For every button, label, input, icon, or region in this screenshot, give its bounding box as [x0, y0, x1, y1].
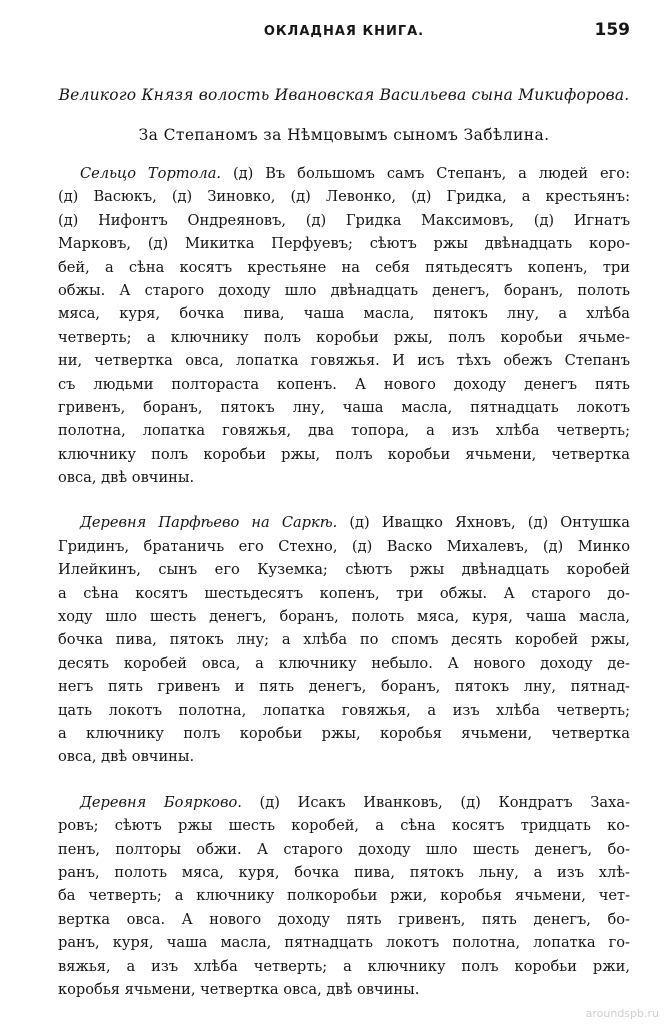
- text-line: бочка пива, пятокъ лну; а хлѣба по спомъ десять коробей ржы,: [58, 631, 630, 649]
- entry-paragraph: [58, 791, 630, 1002]
- text-line: Марковъ, (д) Микитка Перфуевъ; сѣютъ ржы двѣнадцать коро-: [58, 235, 630, 253]
- running-header: [58, 20, 630, 46]
- text-line: овса, двѣ овчины.: [58, 748, 195, 766]
- entry-first-line: [58, 511, 630, 534]
- place-name: Деревня Парфѣево на Саркѣ.: [80, 514, 338, 532]
- text-line: съ людьми полтораста копенъ. А нового доходу денегъ пять: [58, 375, 630, 393]
- text-line: а сѣна косятъ шестьдесятъ копенъ, три обжы. А старого до-: [58, 584, 630, 602]
- text-line: негъ пять гривенъ и пять денегъ, боранъ, пятокъ лну, пятнад-: [58, 678, 630, 696]
- text-line: полотна, лопатка говяжья, два топора, а изъ хлѣба четверть;: [58, 422, 630, 440]
- text-line: вяжья, а изъ хлѣба четверть; а ключнику полъ коробьи ржи,: [58, 957, 630, 975]
- text-line: ранъ, полоть мяса, куря, бочка пива, пятокъ льну, а изъ хлѣ-: [58, 863, 630, 881]
- entry-paragraph: [58, 511, 630, 768]
- text-line: цать локотъ полотна, лопатка говяжья, а изъ хлѣба четверть;: [58, 701, 630, 719]
- text-line: четверть; а ключнику полъ коробьи ржы, полъ коробьи ячьме-: [58, 328, 630, 346]
- text-line: ровъ; сѣютъ ржы шесть коробей, а сѣна косятъ тридцать ко-: [58, 817, 630, 835]
- text-line: (д) Васюкъ, (д) Зиновко, (д) Левонко, (д) Гридка, а крестьянъ:: [58, 188, 630, 206]
- text-line: десять коробей овса, а ключнику небыло. А нового доходу де-: [58, 654, 630, 672]
- text-line: коробья ячьмени, четвертка овса, двѣ овчины.: [58, 980, 420, 998]
- text-line: а ключнику полъ коробьи ржы, коробья ячьмени, четвертка: [58, 724, 630, 742]
- volost-title: Великого Князя волость Ивановская Васильева сына Микифорова.: [58, 86, 630, 104]
- place-name: Сельцо Тортола.: [80, 165, 222, 182]
- entry-first-line: [58, 791, 630, 814]
- text-line: обжы. А старого доходу шло двѣнадцать денегъ, боранъ, полоть: [58, 281, 630, 299]
- entry-first-line: [58, 162, 630, 185]
- text-line: бей, а сѣна косятъ крестьяне на себя пятьдесятъ копенъ, три: [58, 258, 630, 276]
- text-line: (д) Нифонтъ Ондреяновъ, (д) Гридка Максимовъ, (д) Игнатъ: [58, 211, 630, 229]
- text-line: Гридинъ, братаничь его Стехно, (д) Васко Михалевъ, (д) Минко: [58, 537, 630, 555]
- watermark: aroundspb.ru: [585, 1007, 659, 1020]
- text-line: гривенъ, боранъ, пятокъ лну, чаша масла, пятнадцать локотъ: [58, 398, 630, 416]
- text-line: пенъ, полторы обжи. А старого доходу шло шесть денегъ, бо-: [58, 840, 630, 858]
- book-page: [58, 20, 630, 1001]
- entry-first-line-text: (д) Иващко Яхновъ, (д) Онтушка: [337, 514, 630, 532]
- text-line: ключнику полъ коробьи ржы, полъ коробьи ячьмени, четвертка: [58, 445, 630, 463]
- place-name: Деревня Боярково.: [80, 793, 242, 811]
- text-line: Илейкинъ, сынъ его Куземка; сѣютъ ржы двѣнадцать коробей: [58, 561, 630, 579]
- section-title: За Степаномъ за Нѣмцовымъ сыномъ Забѣлина.: [138, 126, 550, 144]
- text-line: ба четверть; а ключнику полкоробьи ржи, коробья ячьмени, чет-: [58, 887, 630, 905]
- page-number: 159: [594, 20, 630, 40]
- entry-first-line-text: (д) Въ большомъ самъ Степанъ, а людей его:: [221, 165, 630, 182]
- text-line: вертка овса. А нового доходу пять гривенъ, пять денегъ, бо-: [58, 910, 630, 928]
- entry-first-line-text: (д) Исакъ Иванковъ, (д) Кондратъ Заха-: [241, 793, 630, 811]
- text-line: ходу шло шесть денегъ, боранъ, полоть мяса, куря, чаша масла,: [58, 608, 630, 626]
- entry-paragraph: [58, 162, 630, 489]
- text-line: овса, двѣ овчины.: [58, 469, 195, 487]
- text-line: ранъ, куря, чаша масла, пятнадцать локотъ полотна, лопатка го-: [58, 934, 630, 952]
- text-line: ни, четвертка овса, лопатка говяжья. И исъ тѣхъ обежъ Степанъ: [58, 352, 630, 370]
- running-title: ОКЛАДНАЯ КНИГА.: [263, 24, 425, 39]
- entries-container: [58, 162, 630, 1001]
- text-line: мяса, куря, бочка пива, чаша масла, пятокъ лну, а хлѣба: [58, 305, 630, 323]
